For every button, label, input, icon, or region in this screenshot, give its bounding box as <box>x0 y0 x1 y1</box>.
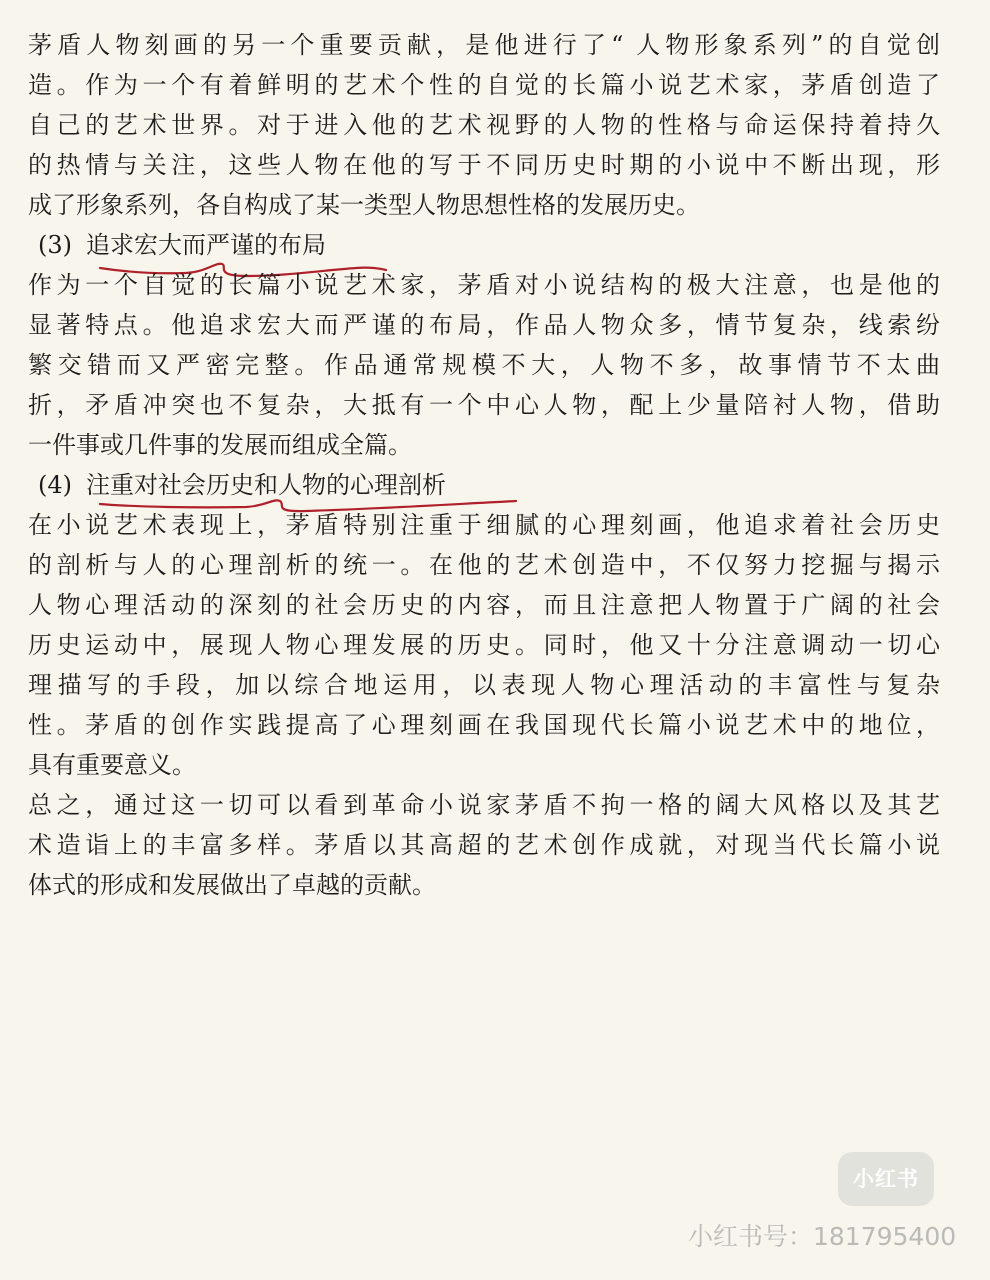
text-line: 人物心理活动的深刻的社会历史的内容，而且注意把人物置于广阔的社会 <box>28 591 940 619</box>
text-line: 显著特点。他追求宏大而严谨的布局，作品人物众多，情节复杂，线索纷 <box>28 311 940 339</box>
text-line: 折，矛盾冲突也不复杂，大抵有一个中心人物，配上少量陪衬人物，借助 <box>28 391 940 419</box>
heading-number: (4) <box>38 471 72 499</box>
text-line: 造。作为一个有着鲜明的艺术个性的自觉的长篇小说艺术家，茅盾创造了 <box>28 71 940 99</box>
text-line: 总之，通过这一切可以看到革命小说家茅盾不拘一格的阔大风格以及其艺 <box>28 791 940 819</box>
heading-number: (3) <box>38 231 72 259</box>
text-line: 具有重要意义。 <box>28 751 196 779</box>
heading-text: 注重对社会历史和人物的心理剖析 <box>86 471 446 499</box>
text-line: 成了形象系列，各自构成了某一类型人物思想性格的发展历史。 <box>28 191 700 219</box>
text-line: 繁交错而又严密完整。作品通常规模不大，人物不多，故事情节不太曲 <box>28 351 940 379</box>
text-line: 作为一个自觉的长篇小说艺术家，茅盾对小说结构的极大注意，也是他的 <box>28 271 940 299</box>
text-line: 在小说艺术表现上，茅盾特别注重于细腻的心理刻画，他追求着社会历史 <box>28 511 940 539</box>
text-line: 理描写的手段，加以综合地运用，以表现人物心理活动的丰富性与复杂 <box>28 671 940 699</box>
text-line: 术造诣上的丰富多样。茅盾以其高超的艺术创作成就，对现当代长篇小说 <box>28 831 940 859</box>
account-id-watermark: 小红书号：181795400 <box>688 1222 957 1251</box>
text-line: 性。茅盾的创作实践提高了心理刻画在我国现代长篇小说艺术中的地位， <box>28 711 940 739</box>
text-line: 一件事或几件事的发展而组成全篇。 <box>28 431 412 459</box>
text-line: 自己的艺术世界。对于进入他的艺术视野的人物的性格与命运保持着持久 <box>28 111 940 139</box>
text-line: 体式的形成和发展做出了卓越的贡献。 <box>28 871 436 899</box>
heading-text: 追求宏大而严谨的布局 <box>86 231 326 259</box>
xiaohongshu-logo-watermark: 小红书 <box>838 1152 934 1206</box>
text-line: 的热情与关注，这些人物在他的写于不同历史时期的小说中不断出现，形 <box>28 151 940 179</box>
text-line: 的剖析与人的心理剖析的统一。在他的艺术创造中，不仅努力挖掘与揭示 <box>28 551 940 579</box>
text-line: 历史运动中，展现人物心理发展的历史。同时，他又十分注意调动一切心 <box>28 631 940 659</box>
text-line: 茅盾人物刻画的另一个重要贡献，是他进行了“ 人物形象系列”的自觉创 <box>28 31 940 59</box>
